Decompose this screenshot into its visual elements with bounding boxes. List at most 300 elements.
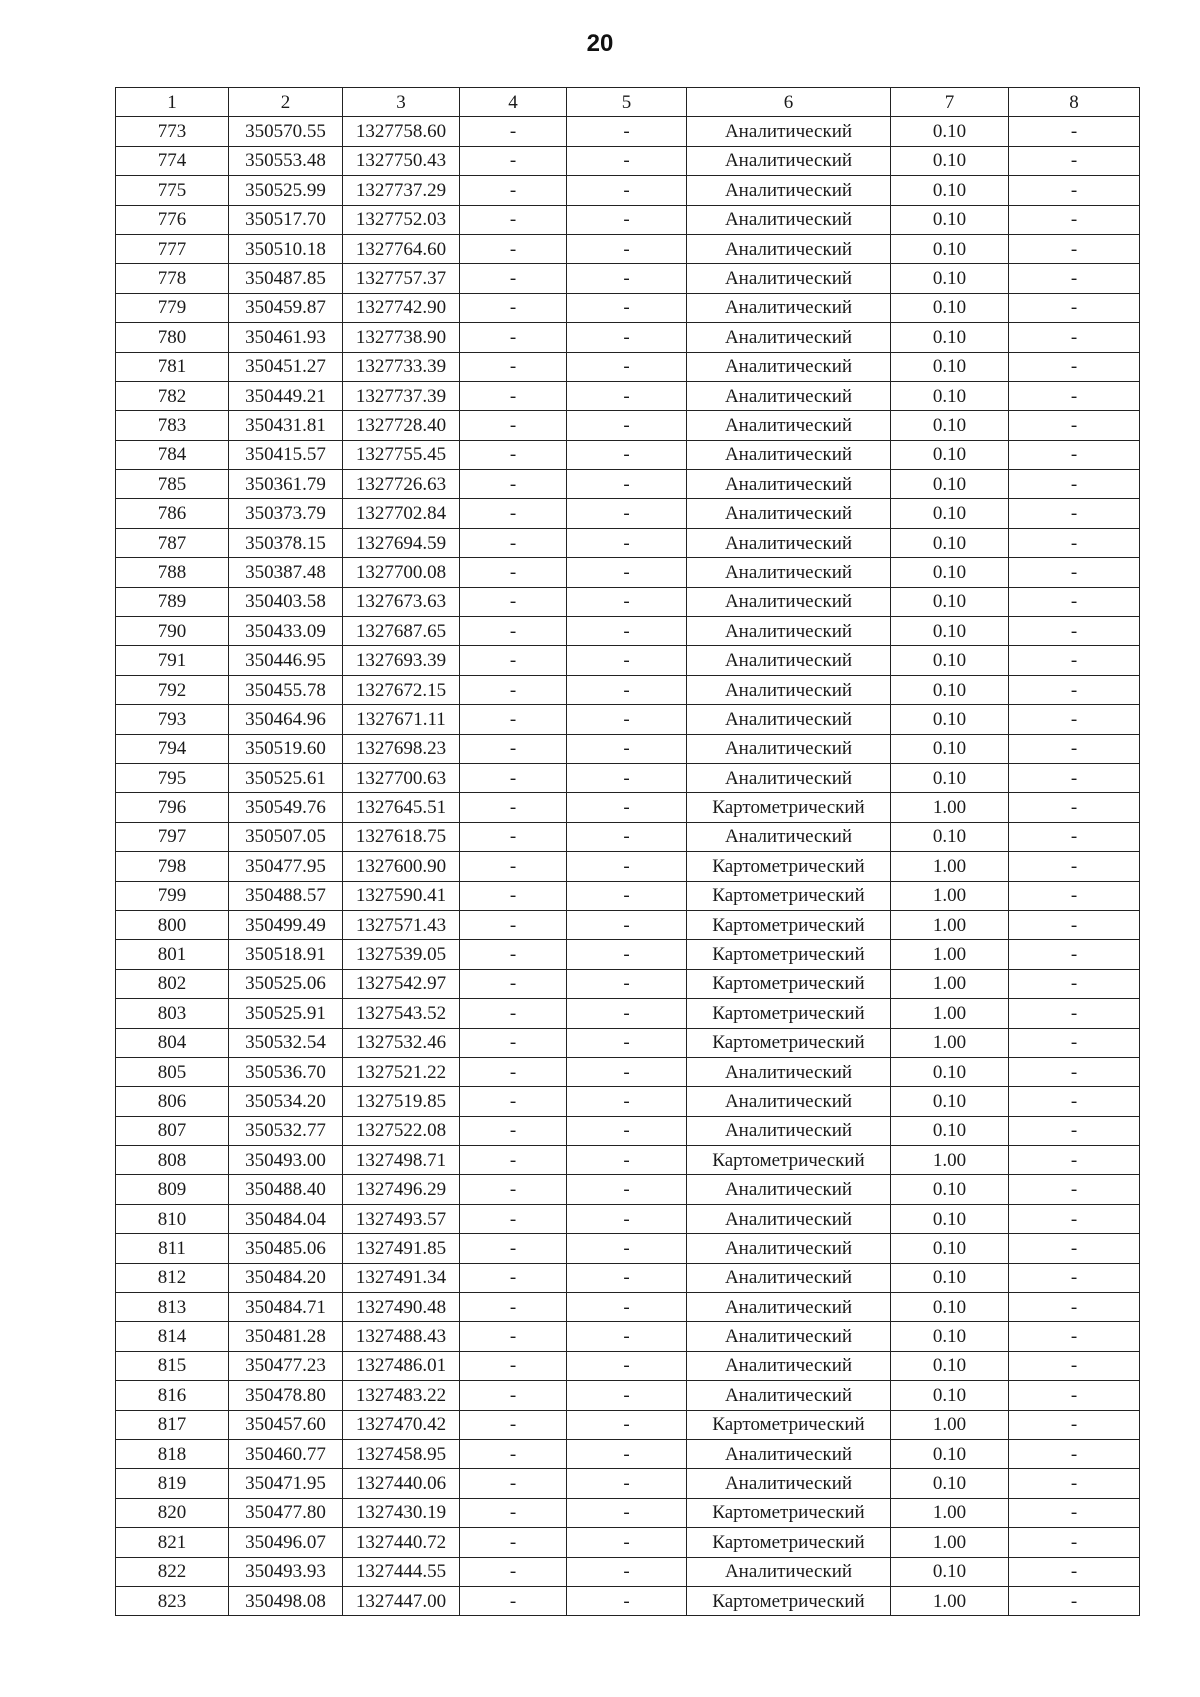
table-cell: 350481.28: [229, 1322, 343, 1351]
table-cell: 800: [116, 910, 229, 939]
table-cell: 789: [116, 587, 229, 616]
table-cell: -: [460, 146, 567, 175]
table-cell: -: [567, 205, 687, 234]
table-cell: -: [567, 146, 687, 175]
table-cell: -: [460, 1586, 567, 1615]
table-cell: Аналитический: [687, 146, 891, 175]
table-cell: 1327522.08: [343, 1116, 460, 1145]
table-cell: 350485.06: [229, 1234, 343, 1263]
table-cell: 0.10: [891, 1263, 1009, 1292]
table-cell: Аналитический: [687, 381, 891, 410]
table-row: [116, 910, 1140, 939]
table-cell: -: [460, 1204, 567, 1233]
table-row: [116, 646, 1140, 675]
table-cell: 350525.06: [229, 969, 343, 998]
table-row: [116, 587, 1140, 616]
table-cell: -: [1009, 470, 1140, 499]
table-cell: -: [460, 1087, 567, 1116]
table-cell: 1327737.39: [343, 381, 460, 410]
table-cell: 1327470.42: [343, 1410, 460, 1439]
table-cell: 0.10: [891, 264, 1009, 293]
table-cell: 350484.71: [229, 1293, 343, 1322]
table-row: [116, 1351, 1140, 1380]
table-cell: 1327430.19: [343, 1498, 460, 1527]
table-row: [116, 558, 1140, 587]
table-cell: 785: [116, 470, 229, 499]
table-cell: -: [1009, 1116, 1140, 1145]
table-cell: -: [460, 705, 567, 734]
table-row: [116, 293, 1140, 322]
table-cell: -: [460, 999, 567, 1028]
table-cell: 1327758.60: [343, 117, 460, 146]
table-cell: -: [460, 617, 567, 646]
table-cell: -: [1009, 205, 1140, 234]
table-cell: 350451.27: [229, 352, 343, 381]
table-cell: 0.10: [891, 822, 1009, 851]
table-cell: -: [567, 558, 687, 587]
table-cell: 0.10: [891, 440, 1009, 469]
table-cell: Аналитический: [687, 440, 891, 469]
table-cell: -: [460, 822, 567, 851]
table-cell: 1327493.57: [343, 1204, 460, 1233]
table-cell: 1327447.00: [343, 1586, 460, 1615]
table-cell: 1327543.52: [343, 999, 460, 1028]
table-cell: 0.10: [891, 675, 1009, 704]
table-cell: 783: [116, 411, 229, 440]
table-cell: Картометрический: [687, 1028, 891, 1057]
table-cell: 791: [116, 646, 229, 675]
table-cell: Картометрический: [687, 1498, 891, 1527]
table-cell: -: [460, 440, 567, 469]
table-row: [116, 146, 1140, 175]
table-cell: 0.10: [891, 1116, 1009, 1145]
table-cell: 1.00: [891, 1410, 1009, 1439]
table-cell: 350484.20: [229, 1263, 343, 1292]
table-cell: -: [567, 1293, 687, 1322]
table-cell: -: [567, 1234, 687, 1263]
table-cell: 774: [116, 146, 229, 175]
table-cell: -: [567, 1057, 687, 1086]
table-row: [116, 470, 1140, 499]
table-cell: 799: [116, 881, 229, 910]
table-cell: -: [1009, 1351, 1140, 1380]
table-cell: 788: [116, 558, 229, 587]
table-cell: -: [460, 1381, 567, 1410]
table-cell: -: [460, 381, 567, 410]
table-cell: 810: [116, 1204, 229, 1233]
table-row: [116, 117, 1140, 146]
table-row: [116, 1146, 1140, 1175]
table-row: [116, 499, 1140, 528]
table-cell: -: [567, 1439, 687, 1468]
table-cell: -: [460, 675, 567, 704]
table-cell: -: [460, 1322, 567, 1351]
table-cell: Аналитический: [687, 675, 891, 704]
table-cell: 818: [116, 1439, 229, 1468]
table-cell: Аналитический: [687, 205, 891, 234]
table-cell: -: [460, 264, 567, 293]
table-cell: -: [1009, 793, 1140, 822]
table-row: [116, 440, 1140, 469]
table-cell: -: [1009, 146, 1140, 175]
table-cell: -: [567, 1351, 687, 1380]
table-row: [116, 793, 1140, 822]
table-row: [116, 234, 1140, 263]
table-cell: 1327673.63: [343, 587, 460, 616]
table-cell: -: [460, 1057, 567, 1086]
table-cell: -: [567, 793, 687, 822]
table-cell: -: [1009, 852, 1140, 881]
table-cell: 790: [116, 617, 229, 646]
table-body: [116, 117, 1140, 1616]
table-cell: -: [460, 881, 567, 910]
table-cell: 1327752.03: [343, 205, 460, 234]
column-header: 7: [891, 88, 1009, 117]
table-row: [116, 1204, 1140, 1233]
table-row: [116, 528, 1140, 557]
table-cell: -: [460, 1498, 567, 1527]
table-cell: 0.10: [891, 1293, 1009, 1322]
table-cell: Аналитический: [687, 1293, 891, 1322]
table-cell: Аналитический: [687, 705, 891, 734]
table-cell: -: [567, 470, 687, 499]
table-cell: -: [1009, 1087, 1140, 1116]
table-cell: 0.10: [891, 293, 1009, 322]
table-cell: 1327698.23: [343, 734, 460, 763]
table-cell: 350519.60: [229, 734, 343, 763]
table-cell: 0.10: [891, 587, 1009, 616]
table-cell: 1327440.72: [343, 1528, 460, 1557]
table-cell: 0.10: [891, 1469, 1009, 1498]
table-cell: -: [1009, 734, 1140, 763]
table-row: [116, 1234, 1140, 1263]
table-cell: 796: [116, 793, 229, 822]
table-cell: 1327590.41: [343, 881, 460, 910]
table-cell: -: [567, 646, 687, 675]
table-row: [116, 381, 1140, 410]
table-cell: 1327519.85: [343, 1087, 460, 1116]
table-cell: 1327755.45: [343, 440, 460, 469]
table-row: [116, 323, 1140, 352]
table-cell: -: [1009, 969, 1140, 998]
table-cell: -: [460, 1263, 567, 1292]
table-cell: 0.10: [891, 734, 1009, 763]
table-cell: 350487.85: [229, 264, 343, 293]
table-cell: -: [460, 352, 567, 381]
table-cell: 0.10: [891, 176, 1009, 205]
table-cell: -: [460, 1557, 567, 1586]
table-cell: -: [1009, 1439, 1140, 1468]
table-cell: 1327486.01: [343, 1351, 460, 1380]
table-cell: -: [567, 528, 687, 557]
table-cell: -: [460, 234, 567, 263]
table-cell: 1.00: [891, 793, 1009, 822]
table-row: [116, 1057, 1140, 1086]
table-cell: -: [567, 323, 687, 352]
page-number: 20: [586, 30, 614, 57]
table-cell: 801: [116, 940, 229, 969]
table-row: [116, 411, 1140, 440]
table-cell: Аналитический: [687, 1087, 891, 1116]
table-cell: 782: [116, 381, 229, 410]
table-cell: 350517.70: [229, 205, 343, 234]
table-row: [116, 617, 1140, 646]
table-cell: 812: [116, 1263, 229, 1292]
table-cell: -: [1009, 1557, 1140, 1586]
column-header: 3: [343, 88, 460, 117]
table-cell: -: [460, 558, 567, 587]
table-cell: 350378.15: [229, 528, 343, 557]
table-cell: -: [460, 587, 567, 616]
table-row: [116, 1410, 1140, 1439]
table-cell: Аналитический: [687, 1175, 891, 1204]
table-cell: 0.10: [891, 558, 1009, 587]
table-cell: -: [567, 1586, 687, 1615]
table-cell: 350455.78: [229, 675, 343, 704]
table-cell: -: [567, 969, 687, 998]
table-cell: 1.00: [891, 969, 1009, 998]
table-cell: 350361.79: [229, 470, 343, 499]
column-header: 4: [460, 88, 567, 117]
table-cell: 0.10: [891, 381, 1009, 410]
table-cell: 1327488.43: [343, 1322, 460, 1351]
column-header: 2: [229, 88, 343, 117]
table-cell: 0.10: [891, 234, 1009, 263]
table-cell: 779: [116, 293, 229, 322]
table-cell: -: [1009, 1469, 1140, 1498]
table-cell: Картометрический: [687, 910, 891, 939]
table-cell: Аналитический: [687, 234, 891, 263]
table-row: [116, 1528, 1140, 1557]
table-cell: 795: [116, 763, 229, 792]
table-cell: -: [460, 1410, 567, 1439]
table-cell: -: [1009, 1528, 1140, 1557]
table-cell: -: [1009, 293, 1140, 322]
table-cell: Аналитический: [687, 1439, 891, 1468]
table-row: [116, 705, 1140, 734]
table-row: [116, 1293, 1140, 1322]
table-cell: 350415.57: [229, 440, 343, 469]
table-cell: 0.10: [891, 323, 1009, 352]
table-cell: 792: [116, 675, 229, 704]
table-row: [116, 822, 1140, 851]
table-cell: 811: [116, 1234, 229, 1263]
table-cell: 350499.49: [229, 910, 343, 939]
table-cell: 1327694.59: [343, 528, 460, 557]
table-row: [116, 1175, 1140, 1204]
table-cell: -: [460, 793, 567, 822]
table-cell: -: [460, 176, 567, 205]
table-cell: 1327728.40: [343, 411, 460, 440]
table-cell: Картометрический: [687, 881, 891, 910]
table-cell: 819: [116, 1469, 229, 1498]
table-row: [116, 205, 1140, 234]
table-cell: -: [460, 910, 567, 939]
table-cell: 350493.00: [229, 1146, 343, 1175]
table-cell: -: [567, 1263, 687, 1292]
table-cell: 780: [116, 323, 229, 352]
table-cell: 1327491.34: [343, 1263, 460, 1292]
table-cell: -: [460, 1028, 567, 1057]
table-cell: -: [567, 1146, 687, 1175]
table-cell: 350525.91: [229, 999, 343, 1028]
table-cell: 1327496.29: [343, 1175, 460, 1204]
table-cell: -: [460, 734, 567, 763]
table-cell: 1327750.43: [343, 146, 460, 175]
table-cell: 0.10: [891, 1234, 1009, 1263]
table-cell: -: [567, 411, 687, 440]
column-header: 8: [1009, 88, 1140, 117]
table-cell: -: [460, 1116, 567, 1145]
table-cell: 1327687.65: [343, 617, 460, 646]
table-cell: Аналитический: [687, 1263, 891, 1292]
table-cell: 1.00: [891, 1028, 1009, 1057]
table-cell: -: [1009, 264, 1140, 293]
table-cell: -: [1009, 1057, 1140, 1086]
table-cell: 350460.77: [229, 1439, 343, 1468]
table-cell: Аналитический: [687, 323, 891, 352]
table-cell: 350532.77: [229, 1116, 343, 1145]
table-cell: 777: [116, 234, 229, 263]
table-cell: -: [567, 705, 687, 734]
table-cell: -: [1009, 1586, 1140, 1615]
table-cell: Аналитический: [687, 1057, 891, 1086]
table-cell: 0.10: [891, 705, 1009, 734]
table-cell: 1327671.11: [343, 705, 460, 734]
table-cell: -: [567, 499, 687, 528]
table-cell: -: [567, 352, 687, 381]
table-cell: 350477.80: [229, 1498, 343, 1527]
table-cell: Аналитический: [687, 1322, 891, 1351]
table-cell: 798: [116, 852, 229, 881]
table-row: [116, 852, 1140, 881]
table-cell: -: [567, 1087, 687, 1116]
column-header: 1: [116, 88, 229, 117]
table-cell: -: [1009, 176, 1140, 205]
table-cell: -: [460, 1146, 567, 1175]
column-header: 6: [687, 88, 891, 117]
table-cell: 821: [116, 1528, 229, 1557]
table-cell: Аналитический: [687, 617, 891, 646]
table-cell: 350403.58: [229, 587, 343, 616]
table-cell: -: [567, 1498, 687, 1527]
table-cell: 817: [116, 1410, 229, 1439]
table-cell: 0.10: [891, 1351, 1009, 1380]
table-cell: -: [1009, 646, 1140, 675]
table-cell: 350510.18: [229, 234, 343, 263]
table-cell: -: [1009, 587, 1140, 616]
table-cell: 0.10: [891, 1087, 1009, 1116]
table-cell: 350570.55: [229, 117, 343, 146]
table-cell: -: [567, 1469, 687, 1498]
table-cell: 350471.95: [229, 1469, 343, 1498]
table-cell: -: [460, 1351, 567, 1380]
table-cell: 813: [116, 1293, 229, 1322]
table-cell: 1327702.84: [343, 499, 460, 528]
table-cell: 350525.99: [229, 176, 343, 205]
table-cell: -: [460, 1528, 567, 1557]
table-cell: 786: [116, 499, 229, 528]
table-cell: Аналитический: [687, 499, 891, 528]
table-cell: 350536.70: [229, 1057, 343, 1086]
table-cell: 350457.60: [229, 1410, 343, 1439]
table-cell: 0.10: [891, 646, 1009, 675]
table-cell: 787: [116, 528, 229, 557]
table-cell: 0.10: [891, 117, 1009, 146]
table-cell: 0.10: [891, 205, 1009, 234]
table-cell: 776: [116, 205, 229, 234]
table-cell: Аналитический: [687, 528, 891, 557]
table-row: [116, 763, 1140, 792]
table-cell: -: [460, 293, 567, 322]
table-cell: -: [460, 646, 567, 675]
table-cell: Аналитический: [687, 1351, 891, 1380]
table-cell: 1327542.97: [343, 969, 460, 998]
table-cell: 816: [116, 1381, 229, 1410]
table-cell: 1327645.51: [343, 793, 460, 822]
table-cell: -: [460, 1175, 567, 1204]
table-cell: Картометрический: [687, 969, 891, 998]
table-cell: 1327618.75: [343, 822, 460, 851]
table-cell: 814: [116, 1322, 229, 1351]
table-cell: 1.00: [891, 999, 1009, 1028]
table-cell: -: [1009, 381, 1140, 410]
table-cell: 807: [116, 1116, 229, 1145]
coordinates-table: [115, 87, 1140, 1616]
table-cell: -: [567, 1175, 687, 1204]
table-cell: 350532.54: [229, 1028, 343, 1057]
table-cell: 1.00: [891, 852, 1009, 881]
table-cell: -: [567, 440, 687, 469]
table-cell: 350553.48: [229, 146, 343, 175]
table-cell: -: [1009, 1263, 1140, 1292]
table-cell: -: [1009, 940, 1140, 969]
table-cell: -: [1009, 234, 1140, 263]
table-row: [116, 1586, 1140, 1615]
table-cell: -: [1009, 1410, 1140, 1439]
table-cell: -: [567, 822, 687, 851]
table-cell: 0.10: [891, 1057, 1009, 1086]
table-cell: 1327600.90: [343, 852, 460, 881]
table-cell: Аналитический: [687, 587, 891, 616]
table-row: [116, 176, 1140, 205]
table-cell: 0.10: [891, 617, 1009, 646]
table-row: [116, 1263, 1140, 1292]
table-cell: 350488.57: [229, 881, 343, 910]
table-cell: 1327700.08: [343, 558, 460, 587]
table-row: [116, 734, 1140, 763]
table-cell: -: [460, 852, 567, 881]
table-row: [116, 1087, 1140, 1116]
table-cell: -: [460, 1234, 567, 1263]
table-cell: -: [1009, 411, 1140, 440]
table-cell: -: [460, 411, 567, 440]
table-cell: 0.10: [891, 1322, 1009, 1351]
table-cell: 1327757.37: [343, 264, 460, 293]
table-cell: 0.10: [891, 499, 1009, 528]
table-cell: 794: [116, 734, 229, 763]
table-row: [116, 1439, 1140, 1468]
table-cell: 1327458.95: [343, 1439, 460, 1468]
table-cell: 1327764.60: [343, 234, 460, 263]
table-cell: 778: [116, 264, 229, 293]
table-cell: 820: [116, 1498, 229, 1527]
table-cell: -: [567, 1322, 687, 1351]
table-cell: 350525.61: [229, 763, 343, 792]
table-row: [116, 1469, 1140, 1498]
table-cell: 1.00: [891, 881, 1009, 910]
table-cell: 1327490.48: [343, 1293, 460, 1322]
